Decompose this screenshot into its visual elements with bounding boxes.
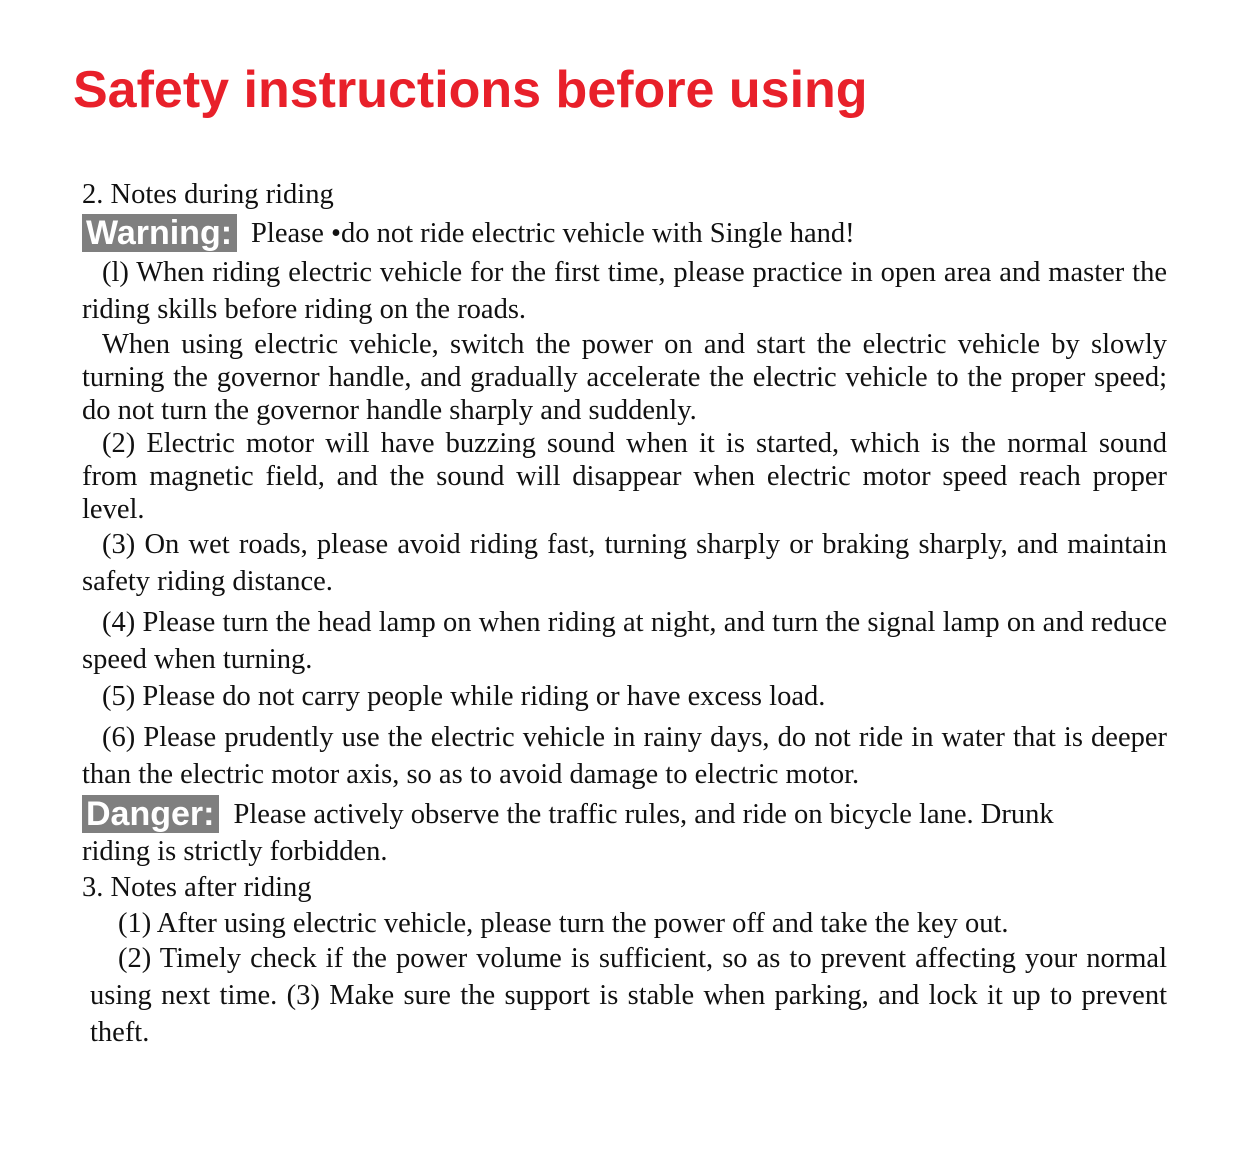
danger-text: Please actively observe the traffic rules, and ride on bicycle lane. Drunk <box>233 799 1054 830</box>
riding-item-4: (4) Please turn the head lamp on when riding at night, and turn the signal lamp on and reduce speed when turning. <box>82 607 1167 675</box>
riding-item-governor: When using electric vehicle, switch the power on and start the electric vehicle by slowly turning the governor handle, and gradually accelerate the electric vehicle to the proper speed; do not turn the governor handle sharply and suddenly. <box>82 329 1167 426</box>
riding-item-5: (5) Please do not carry people while riding or have excess load. <box>102 681 826 712</box>
after-item-1: (1) After using electric vehicle, please turn the power off and take the key out. <box>118 908 1009 939</box>
riding-item-2: (2) Electric motor will have buzzing sound when it is started, which is the normal sound from magnetic field, and the sound will disappear when electric motor speed reach proper level. <box>82 428 1167 525</box>
riding-section-heading: 2. Notes during riding <box>82 179 334 210</box>
riding-item-1: (l) When riding electric vehicle for the first time, please practice in open area and master the riding skills before riding on the roads. <box>82 257 1167 325</box>
riding-item-3: (3) On wet roads, please avoid riding fast, turning sharply or braking sharply, and maintain safety riding distance. <box>82 529 1167 597</box>
warning-line <box>82 214 1167 254</box>
after-section-heading: 3. Notes after riding <box>82 872 312 903</box>
instructions-body <box>82 176 1167 1051</box>
danger-line <box>82 795 1167 835</box>
page-title: Safety instructions before using <box>73 61 868 119</box>
warning-text: Please •do not ride electric vehicle with Single hand! <box>251 218 855 249</box>
danger-badge: Danger: <box>82 795 219 833</box>
after-item-2: (2) Timely check if the power volume is sufficient, so as to prevent affecting your normal using next time. (3) Make sure the support is stable when parking, and lock it up to prevent theft. <box>90 943 1167 1048</box>
riding-item-6: (6) Please prudently use the electric vehicle in rainy days, do not ride in water that is deeper than the electric motor axis, so as to avoid damage to electric motor. <box>82 722 1167 790</box>
danger-continuation: riding is strictly forbidden. <box>82 836 388 867</box>
warning-badge: Warning: <box>82 214 237 252</box>
